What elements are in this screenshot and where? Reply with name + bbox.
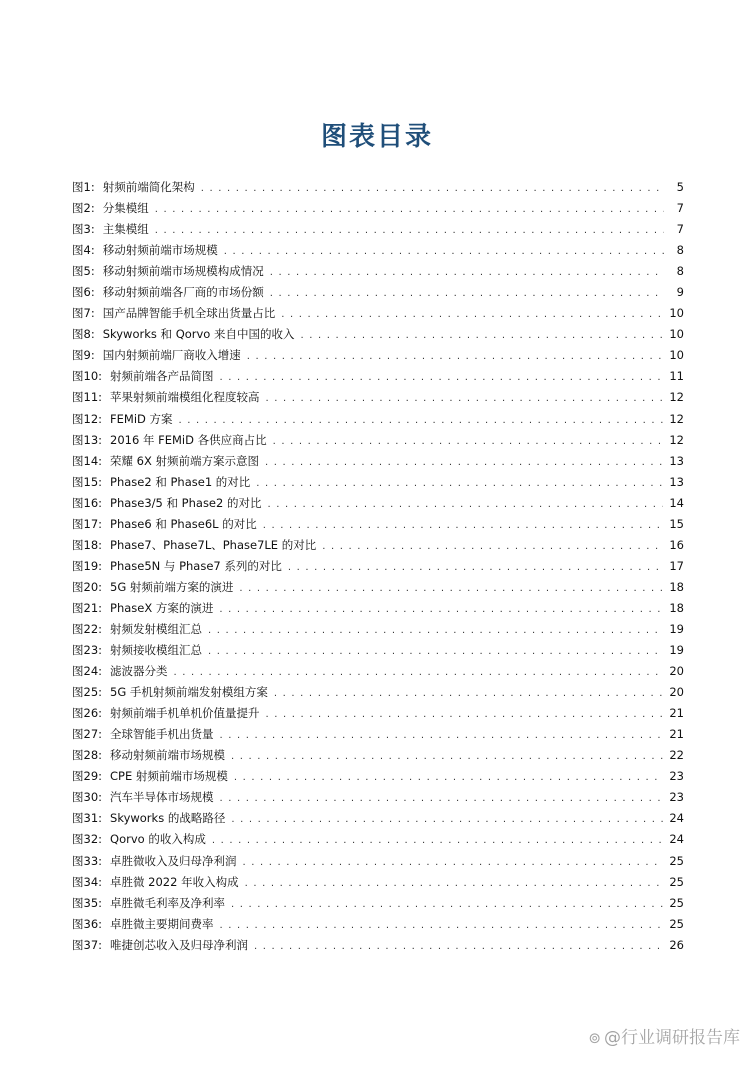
page-number: 22 [669,748,684,763]
figure-number: 图1: [72,180,95,194]
figure-title: 射频前端手机单机价值量提升 [110,706,260,721]
toc-entry[interactable] [72,872,684,893]
figure-number: 图25: [72,685,103,700]
figure-title: 射频接收模组汇总 [110,643,203,658]
toc-entry[interactable] [72,598,684,619]
dot-leader [247,346,664,367]
page-number: 12 [669,432,684,447]
page-number: 7 [676,222,684,237]
figure-title: 移动射频前端市场规模 [102,243,218,258]
toc-entry[interactable] [72,703,684,724]
figure-title: 射频发射模组汇总 [110,621,203,636]
figure-number: 图23: [72,643,103,658]
toc-entry[interactable] [72,282,684,303]
figure-title: 滤波器分类 [110,664,168,679]
figure-title: 全球智能手机出货量 [110,727,214,742]
page-number: 16 [669,537,684,552]
dot-leader [179,410,664,431]
figure-title: 卓胜微 2022 年收入构成 [110,874,239,889]
page-number: 20 [669,685,684,700]
page-number: 5 [676,180,684,194]
toc-entry[interactable] [72,619,684,640]
dot-leader [274,683,663,704]
figure-title: 5G 射频前端方案的演进 [110,579,234,594]
dot-leader [231,809,663,830]
figure-title: 2016 年 FEMiD 各供应商占比 [110,432,267,447]
toc-entry[interactable] [72,829,684,850]
page-number: 24 [669,832,684,847]
dot-leader [212,830,664,851]
dot-leader [301,325,664,346]
dot-leader [322,536,663,557]
page-number: 12 [669,411,684,426]
page-number: 23 [669,790,684,805]
toc-entry[interactable] [72,577,684,598]
dot-leader [266,704,664,725]
figure-number: 图30: [72,790,103,805]
figure-number: 图35: [72,895,103,910]
toc-entry[interactable] [72,303,684,324]
toc-entry[interactable] [72,240,684,261]
figure-title: 卓胜微主要期间费率 [110,916,214,931]
page-number: 10 [669,306,684,321]
figure-title: 唯捷创芯收入及归母净利润 [110,937,249,952]
page-number: 11 [669,369,684,384]
figure-number: 图3: [72,222,95,237]
page-number: 10 [669,327,684,342]
toc-entry[interactable] [72,787,684,808]
page-number: 8 [676,264,684,279]
page-number: 26 [669,937,684,952]
dot-leader [267,494,663,515]
page-number: 12 [669,390,684,405]
figure-number: 图18: [72,537,103,552]
figure-number: 图34: [72,874,103,889]
dot-leader [208,620,663,641]
dot-leader [220,788,664,809]
toc-entry[interactable] [72,198,684,219]
dot-leader [155,199,664,220]
dot-leader [231,894,663,915]
toc-entry[interactable] [72,724,684,745]
figure-title: 国产品牌智能手机全球出货量占比 [102,306,276,321]
toc-entry[interactable] [72,177,684,198]
dot-leader [265,452,663,473]
page-number: 25 [669,895,684,910]
dot-leader [220,915,664,936]
figure-number: 图24: [72,664,103,679]
toc-entry[interactable] [72,745,684,766]
figure-number: 图32: [72,832,103,847]
figure-number: 图27: [72,727,103,742]
page-number: 17 [669,558,684,573]
figure-number: 图2: [72,201,95,216]
figure-title: 卓胜微收入及归母净利润 [110,853,237,868]
toc-entry[interactable] [72,535,684,556]
page-number: 19 [669,643,684,658]
dot-leader [273,431,664,452]
figure-title: 汽车半导体市场规模 [110,790,214,805]
page-number: 24 [669,811,684,826]
figure-number: 图22: [72,621,103,636]
dot-leader [256,473,663,494]
page-number: 14 [669,495,684,510]
page-number: 10 [669,348,684,363]
figure-number: 图9: [72,348,95,363]
weibo-logo-icon: ⊚ [588,1029,601,1047]
page-number: 20 [669,664,684,679]
toc-entry[interactable] [72,914,684,935]
toc-entry[interactable] [72,472,684,493]
toc-entry[interactable] [72,893,684,914]
figure-title: Phase6 和 Phase6L 的对比 [110,516,257,531]
figure-title: 国内射频前端厂商收入增速 [102,348,241,363]
figure-title: 分集模组 [102,201,149,216]
toc-entry[interactable] [72,409,684,430]
figure-title: 苹果射频前端模组化程度较高 [110,390,260,405]
toc-entry[interactable] [72,324,684,345]
figure-number: 图6: [72,285,95,300]
figure-number: 图26: [72,706,103,721]
toc-entry[interactable] [72,935,684,956]
figure-title: Phase3/5 和 Phase2 的对比 [110,495,262,510]
figure-number: 图4: [72,243,95,258]
page-number: 21 [669,727,684,742]
toc-entry[interactable] [72,493,684,514]
dot-leader [243,852,664,873]
dot-leader [224,241,664,262]
figure-title: 射频前端简化架构 [102,180,195,194]
page-number: 18 [669,600,684,615]
dot-leader [239,578,663,599]
figure-title: CPE 射频前端市场规模 [110,769,228,784]
figure-title: 5G 手机射频前端发射模组方案 [110,685,268,700]
dot-leader [245,873,664,894]
figure-title: Skyworks 的战略路径 [110,811,226,826]
page-number: 25 [669,853,684,868]
page-number: 18 [669,579,684,594]
toc-entry[interactable] [72,514,684,535]
figure-number: 图15: [72,474,103,489]
toc-entry[interactable] [72,556,684,577]
figure-number: 图8: [72,327,95,342]
page-number: 21 [669,706,684,721]
dot-leader [254,936,663,957]
toc-entry[interactable] [72,661,684,682]
figure-number: 图21: [72,600,103,615]
figure-number: 图37: [72,937,103,952]
page-number: 13 [669,453,684,468]
figure-title: Skyworks 和 Qorvo 来自中国的收入 [102,327,295,342]
dot-leader [201,178,664,199]
toc-entry[interactable] [72,366,684,387]
toc-entry[interactable] [72,851,684,872]
figure-title: 射频前端各产品简图 [110,369,214,384]
toc-entry[interactable] [72,345,684,366]
figure-title: Phase7、Phase7L、Phase7LE 的对比 [110,537,317,552]
page-number: 13 [669,474,684,489]
figure-number: 图10: [72,369,103,384]
dot-leader [208,641,663,662]
page-number: 23 [669,769,684,784]
toc-entry[interactable] [72,808,684,829]
dot-leader [155,220,664,241]
dot-leader [266,388,664,409]
figure-number: 图11: [72,390,103,405]
toc-entry[interactable] [72,766,684,787]
figure-title: Phase5N 与 Phase7 系列的对比 [110,558,282,573]
figure-title: Qorvo 的收入构成 [110,832,206,847]
figure-number: 图33: [72,853,103,868]
figure-number: 图7: [72,306,95,321]
figure-number: 图14: [72,453,103,468]
figure-title: 移动射频前端市场规模 [110,748,226,763]
watermark-text: @行业调研报告库 [604,1028,740,1048]
page-number: 8 [676,243,684,258]
page-number: 9 [676,285,684,300]
figure-number: 图13: [72,432,103,447]
dot-leader [270,262,664,283]
toc-entry[interactable] [72,261,684,282]
dot-leader [281,304,663,325]
figure-number: 图31: [72,811,103,826]
figure-title: 主集模组 [102,222,149,237]
dot-leader [263,515,664,536]
dot-leader [270,283,664,304]
figure-number: 图28: [72,748,103,763]
figure-title: 卓胜微毛利率及净利率 [110,895,226,910]
page-number: 7 [676,201,684,216]
page-number: 15 [669,516,684,531]
figure-toc-list [72,177,684,956]
toc-entry[interactable] [72,640,684,661]
figure-number: 图20: [72,579,103,594]
toc-entry[interactable] [72,451,684,472]
page-title: 图表目录 [320,122,433,152]
figure-title: Phase2 和 Phase1 的对比 [110,474,251,489]
dot-leader [220,725,664,746]
figure-number: 图5: [72,264,95,279]
toc-entry[interactable] [72,387,684,408]
figure-title: FEMiD 方案 [110,411,173,426]
figure-number: 图16: [72,495,103,510]
toc-entry[interactable] [72,682,684,703]
dot-leader [288,557,663,578]
figure-title: PhaseX 方案的演进 [110,600,214,615]
figure-number: 图17: [72,516,103,531]
figure-title: 移动射频前端市场规模构成情况 [102,264,264,279]
dot-leader [220,367,664,388]
watermark [588,1023,740,1048]
toc-entry[interactable] [72,430,684,451]
page-number: 25 [669,874,684,889]
figure-title: 荣耀 6X 射频前端方案示意图 [110,453,260,468]
page-number: 19 [669,621,684,636]
dot-leader [219,599,663,620]
toc-entry[interactable] [72,219,684,240]
figure-number: 图12: [72,411,103,426]
page-number: 25 [669,916,684,931]
figure-number: 图19: [72,558,103,573]
figure-number: 图36: [72,916,103,931]
dot-leader [174,662,664,683]
dot-leader [231,746,663,767]
dot-leader [234,767,663,788]
figure-title: 移动射频前端各厂商的市场份额 [102,285,264,300]
figure-number: 图29: [72,769,103,784]
